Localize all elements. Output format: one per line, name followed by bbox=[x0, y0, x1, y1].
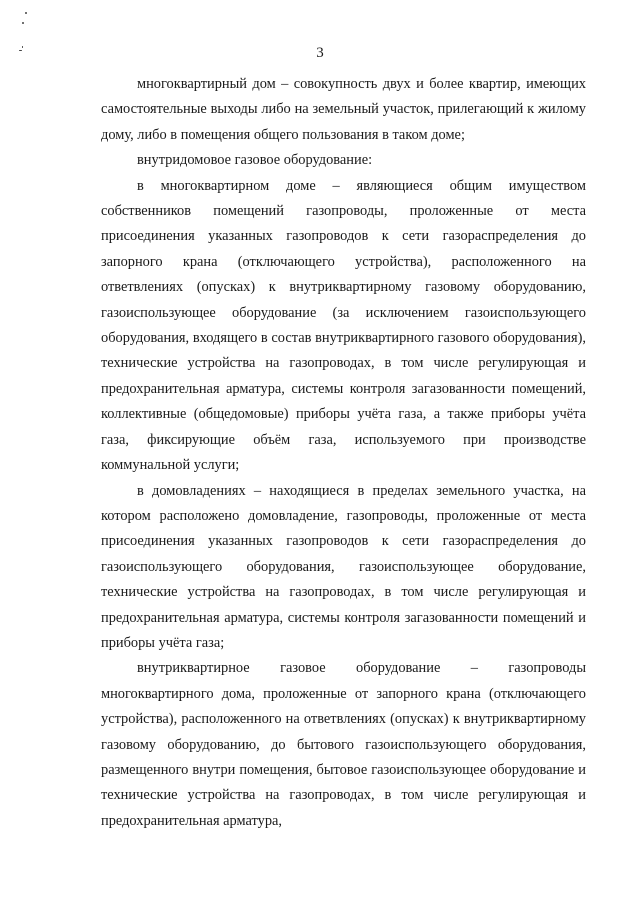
document-body bbox=[101, 72, 586, 834]
scan-artifact-mark bbox=[25, 12, 27, 14]
paragraph-in-apartment-gas-equipment: внутриквартирное газовое оборудование – газопроводы многоквартирного дома, проложенные от запорного крана (отключающего устройства), расположенного на ответвлениях (опусках) к внутриквартирному газовому оборудованию, до бытового газоиспользующего оборудования, размещенного внутри помещения, бытовое газоиспользующее оборудование и технические устройства на газопроводах, в том числе регулирующая и предохранительная арматура, bbox=[101, 660, 586, 829]
paragraph-definition-apartment-building: многоквартирный дом – совокупность двух и более квартир, имеющих самостоятельные выходы либо на земельный участок, прилегающий к жилому дому, либо в помещения общего пользования в таком доме; bbox=[101, 76, 586, 143]
scan-artifact-mark bbox=[22, 22, 24, 24]
paragraph-household-equipment: в домовладениях – находящиеся в пределах земельного участка, на котором расположено домовладение, газопроводы, проложенные от места присоединения указанных газопроводов к сети газораспределения до газоиспользующего оборудования, газоиспользующее оборудование, технические устройства на газопроводах, в том числе регулирующая и предохранительная арматура, системы контроля загазованности помещений и приборы учёта газа; bbox=[101, 482, 586, 651]
paragraph-in-house-gas-equipment-heading: внутридомовое газовое оборудование: bbox=[137, 152, 373, 169]
page-number: 3 bbox=[316, 45, 324, 61]
paragraph-apartment-building-equipment: в многоквартирном доме – являющиеся общим имуществом собственников помещений газопроводы, проложенные от места присоединения указанных газопроводов к сети газораспределения до запорного крана (отключающего устройства), расположенного на ответвлениях (опусках) к внутриквартирному газовому оборудованию, газоиспользующее оборудование (за исключением газоиспользующего оборудования, входящего в состав внутриквартирного газового оборудования), технические устройства на газопроводах, в том числе регулирующая и предохранительная арматура, системы контроля загазованности помещений, коллективные (общедомовые) приборы учёта газа, а также приборы учёта газа, фиксирующие объём газа, используемого при производстве коммунальной услуги; bbox=[101, 177, 586, 474]
